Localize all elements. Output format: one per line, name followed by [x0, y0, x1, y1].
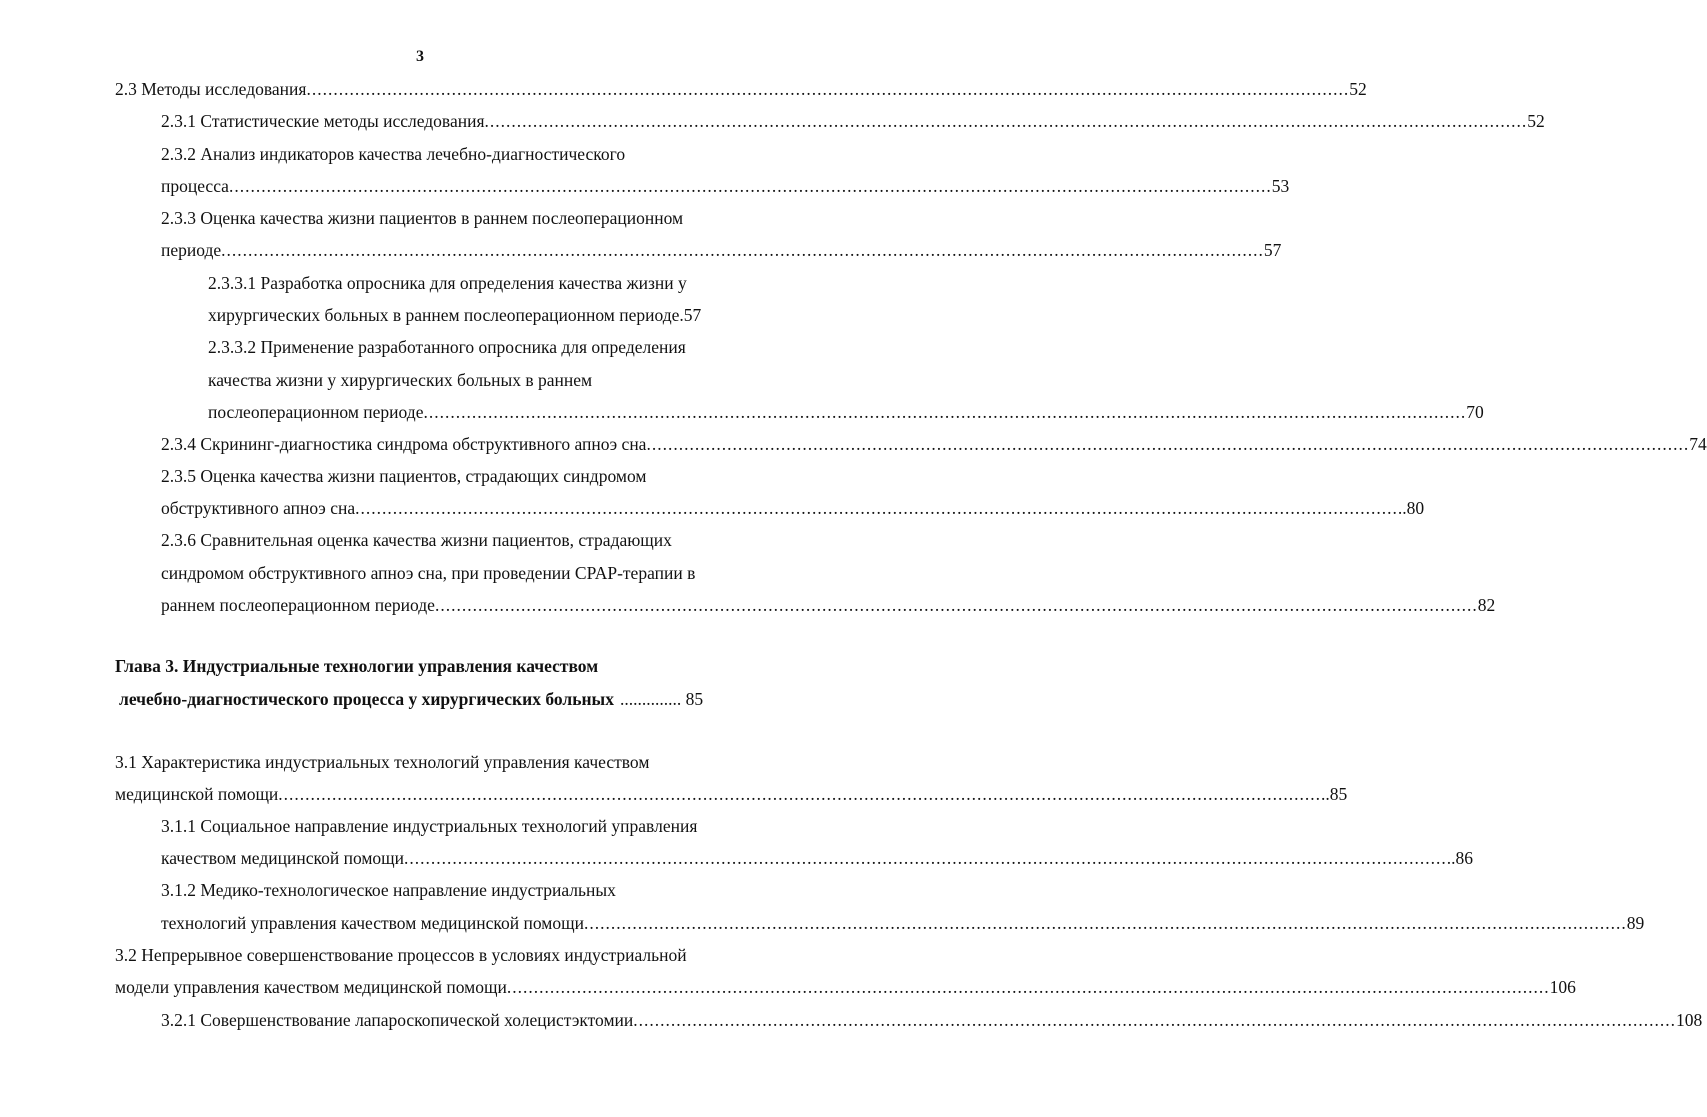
toc-leader-dots: ..................................................................................................................................................................................................: [646, 434, 1690, 454]
toc-leader-dots: ..................................................................................................................................................................................................: [228, 176, 1272, 196]
toc-entry-title: лечебно-диагностического процесса у хирургических больных: [119, 689, 614, 709]
toc-leader-dots: ..................................................................................................................................................................................................: [306, 79, 1350, 99]
toc-entry-title: раннем послеоперационном периоде: [161, 595, 435, 615]
toc-leader-dots: ..................................................................................................................................................................................................: [506, 977, 1550, 997]
toc-entry-3-2[interactable]: [115, 976, 1576, 998]
toc-entry-title: периоде: [161, 240, 222, 260]
toc-page-number: ..80: [1397, 498, 1425, 518]
toc-entry-2-3-1[interactable]: [161, 110, 1545, 132]
toc-page-number: 106: [1549, 977, 1576, 997]
toc-page-number: 70: [1466, 402, 1484, 422]
toc-entry-title: 2.3.1 Статистические методы исследования: [161, 111, 485, 131]
toc-page-number: 74: [1689, 434, 1707, 454]
toc-entry-title: хирургических больных в раннем послеоперационном периоде: [208, 305, 680, 325]
toc-page-number: 108: [1676, 1010, 1703, 1030]
toc-leader-dots: ..................................................................................................................................................................................................: [423, 402, 1467, 422]
toc-entry-2-3-2[interactable]: [161, 175, 1290, 197]
toc-page-number: 82: [1477, 595, 1496, 615]
toc-leader-dots: ..................................................................................................................................................................................................: [484, 111, 1528, 131]
toc-entry-2-3-2-line1[interactable]: 2.3.2 Анализ индикаторов качества лечебно-диагностического: [161, 144, 626, 164]
toc-entry-title: обструктивного апноэ сна: [161, 498, 356, 518]
toc-entry-2-3-4[interactable]: [161, 433, 1707, 455]
toc-entry-2-3-3-1-line1[interactable]: 2.3.3.1 Разработка опросника для определения качества жизни у: [208, 273, 687, 293]
toc-leader-dots: ..................................................................................................................................................................................................: [434, 595, 1478, 615]
toc-leader-dots: ..................................................................................................................................................................................................: [583, 913, 1627, 933]
toc-entry-3-2-line1[interactable]: 3.2 Непрерывное совершенствование процессов в условиях индустриальной: [115, 945, 687, 965]
toc-entry-title: послеоперационном периоде: [208, 402, 424, 422]
toc-leader-dots: ..................................................................................................................................................................................................: [355, 498, 1398, 518]
toc-entry-3-1[interactable]: [115, 783, 1348, 805]
toc-page-number: ..86: [1446, 848, 1474, 868]
toc-entry-title: 2.3.4 Скрининг-диагностика синдрома обструктивного апноэ сна: [161, 434, 647, 454]
toc-entry-title: качеством медицинской помощи: [161, 848, 405, 868]
toc-page-number: 53: [1271, 176, 1290, 196]
toc-leader-dots: ..................................................................................................................................................................................................: [278, 784, 1322, 804]
toc-entry-title: 2.3 Методы исследования: [115, 79, 307, 99]
toc-entry-title: 3.2.1 Совершенствование лапароскопической холецистэктомии: [161, 1010, 634, 1030]
toc-entry-2-3-6[interactable]: [161, 594, 1496, 616]
toc-entry-2-3-6-line2[interactable]: синдромом обструктивного апноэ сна, при проведении CPAP-терапии в: [161, 563, 696, 583]
toc-entry-3-2-1[interactable]: [161, 1009, 1703, 1031]
toc-entry-3-1-1[interactable]: [161, 847, 1474, 869]
toc-page-number: 52: [1349, 79, 1367, 99]
page-number: 3: [416, 48, 424, 65]
toc-page-number: .57: [679, 305, 702, 325]
toc-entry-2-3-3-1[interactable]: [208, 304, 736, 326]
toc-page-number: .............. 85: [619, 689, 704, 709]
toc-page-number: 89: [1626, 913, 1645, 933]
toc-entry-2-3-6-line1[interactable]: 2.3.6 Сравнительная оценка качества жизни пациентов, страдающих: [161, 530, 672, 550]
toc-entry-2-3-5-line1[interactable]: 2.3.5 Оценка качества жизни пациентов, страдающих синдромом: [161, 466, 647, 486]
toc-leader-dots: ..................................................................................................................................................................................................: [404, 848, 1447, 868]
toc-entry-2-3[interactable]: [115, 78, 1367, 100]
toc-leader-dots: ..................................................................................................................................................................................................: [221, 240, 1264, 260]
toc-page-number: ..85: [1321, 784, 1348, 804]
toc-entry-3-1-2[interactable]: [161, 912, 1645, 934]
toc-entry-3-1-1-line1[interactable]: 3.1.1 Социальное направление индустриальных технологий управления: [161, 816, 698, 836]
toc-entry-2-3-3-2[interactable]: [208, 401, 1484, 423]
toc-page-number: 57: [1263, 240, 1282, 260]
toc-entry-title: медицинской помощи: [115, 784, 279, 804]
toc-entry-3-1-line1[interactable]: 3.1 Характеристика индустриальных технологий управления качеством: [115, 752, 650, 772]
toc-entry-2-3-3-2-line1[interactable]: 2.3.3.2 Применение разработанного опросника для определения: [208, 337, 686, 357]
toc-page-number: 52: [1527, 111, 1545, 131]
toc-entry-3-1-2-line1[interactable]: 3.1.2 Медико-технологическое направление индустриальных: [161, 880, 616, 900]
toc-entry-title: технологий управления качеством медицинской помощи: [161, 913, 584, 933]
toc-entry-2-3-3[interactable]: [161, 239, 1282, 261]
toc-entry-2-3-5[interactable]: [161, 497, 1425, 519]
toc-entry-2-3-3-line1[interactable]: 2.3.3 Оценка качества жизни пациентов в раннем послеоперационном: [161, 208, 684, 228]
toc-chapter-3-line1[interactable]: Глава 3. Индустриальные технологии управления качеством: [115, 656, 599, 676]
toc-entry-title: процесса: [161, 176, 229, 196]
toc-leader-dots: ..................................................................................................................................................................................................: [633, 1010, 1676, 1030]
toc-entry-2-3-3-2-line2[interactable]: качества жизни у хирургических больных в раннем: [208, 370, 593, 390]
toc-entry-title: модели управления качеством медицинской помощи: [115, 977, 507, 997]
toc-chapter-3[interactable]: [119, 688, 736, 710]
